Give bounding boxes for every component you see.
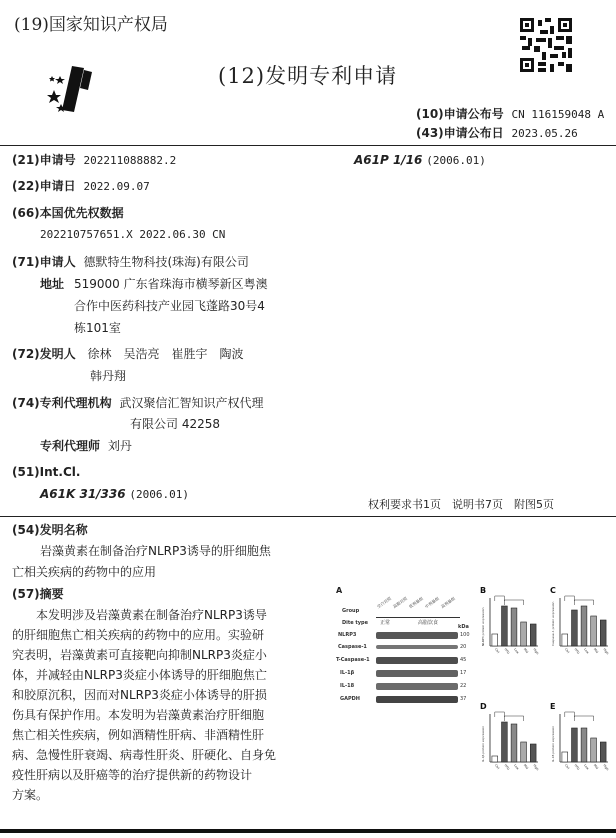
qr-code xyxy=(520,18,572,72)
chart-category-label: Ctrl xyxy=(493,647,501,654)
inventor-line-1: 徐林 吴浩亮 崔胜宇 陶波 xyxy=(87,347,244,361)
group-label: 低剂量组 xyxy=(408,595,424,610)
blot-kda: 22 xyxy=(460,683,467,689)
agency-row xyxy=(12,393,264,413)
chart-bar xyxy=(530,744,536,762)
group-label: 高脂对照 xyxy=(392,595,408,610)
abstract-line: 焦亡相关性疾病，例如酒精性肝病、非酒精性肝 xyxy=(12,728,265,742)
inventor-line-2: 韩丹翔 xyxy=(90,369,127,383)
chart-bar xyxy=(591,738,597,762)
publication-number-value: CN 116159048 A xyxy=(511,108,605,121)
chart-bar xyxy=(521,622,527,646)
chart-ylabel: Caspase-1 protein expression xyxy=(551,601,555,646)
blot-row-label: IL-18 xyxy=(340,683,355,689)
agency-line-1: 武汉聚信汇智知识产权代理 xyxy=(119,396,264,410)
blot-row-label: Dite type xyxy=(342,620,369,626)
chart-category-label: HFD xyxy=(503,763,511,771)
abstract-line: 的肝细胞焦亡相关疾病的药物中的应用。实验研 xyxy=(12,628,265,642)
middle-divider xyxy=(0,516,616,517)
blot-band-t-caspase1 xyxy=(376,655,458,665)
chart-category-label: High xyxy=(602,647,610,656)
application-date-row xyxy=(12,176,150,197)
chart-bar xyxy=(562,752,568,762)
significance-bracket xyxy=(565,596,575,601)
footer-divider xyxy=(0,829,616,833)
significance-bracket xyxy=(504,600,523,605)
chart-ylabel: IL-1β protein expression xyxy=(481,725,485,762)
application-number-row xyxy=(12,150,176,171)
blot-kda: 17 xyxy=(460,670,467,676)
ipc-right-code: A61P 1/16 xyxy=(354,153,423,167)
blot-band-nlrp3 xyxy=(376,630,458,640)
chart-category-label: High xyxy=(532,647,540,656)
chart-bar xyxy=(511,724,517,762)
publication-number-row xyxy=(416,104,604,125)
agent-row xyxy=(40,436,132,456)
blot-band-gapdh xyxy=(376,694,458,704)
abstract-line: 病、急慢性肝衰竭、病毒性肝炎、肝硬化、自身免 xyxy=(12,748,277,762)
abstract-label: (57)摘要 xyxy=(12,587,64,601)
western-blot-figure xyxy=(336,586,472,716)
panel-label: A xyxy=(336,586,343,595)
office-name: (19)国家知识产权局 xyxy=(14,15,168,35)
chart-bar xyxy=(530,624,536,646)
bar-chart-panels xyxy=(474,584,612,816)
application-date-label: (22)申请日 xyxy=(12,179,76,193)
publication-date-value: 2023.05.26 xyxy=(511,127,578,140)
chart-category-label: Mid xyxy=(592,763,600,770)
chart-bar xyxy=(600,742,606,762)
chart-category-label: Mid xyxy=(592,647,600,654)
inventor-label: (72)发明人 xyxy=(12,347,76,361)
agent-label: 专利代理师 xyxy=(40,439,101,453)
chart-category-label: HFD xyxy=(573,647,581,655)
chart-category-label: Mid xyxy=(522,763,530,770)
chart-category-label: Ctrl xyxy=(563,763,571,770)
abstract-line: 方案。 xyxy=(12,788,49,802)
invention-title-line-2: 亡相关疾病的药物中的应用 xyxy=(12,565,157,579)
intcl-value: A61K 31/336 xyxy=(40,487,126,501)
significance-bracket xyxy=(565,712,575,717)
application-number-label: (21)申请号 xyxy=(12,153,76,167)
invention-title-line-1: 岩藻黄素在制备治疗NLRP3诱导的肝细胞焦 xyxy=(40,544,271,558)
chart-bar xyxy=(502,606,508,646)
priority-value: 202210757651.X 2022.06.30 CN xyxy=(40,228,226,241)
invention-title-label: (54)发明名称 xyxy=(12,523,88,537)
group-label: 空白对照 xyxy=(376,595,392,610)
blot-band-il1b xyxy=(376,668,458,678)
blot-kda: 100 xyxy=(460,632,470,638)
abstract-line: 疫性肝病以及肝癌等的治疗提供新的药物设计 xyxy=(12,768,253,782)
inventor-row xyxy=(12,344,244,364)
chart-category-label: Low xyxy=(513,647,520,655)
blot-kda: 45 xyxy=(460,657,467,663)
abstract-line: 和胶原沉积，因而对NLRP3炎症小体诱导的肝损 xyxy=(12,688,267,702)
agent-value: 刘丹 xyxy=(107,439,132,453)
chart-category-label: High xyxy=(532,763,540,772)
diet-label: 高脂饮食 xyxy=(418,620,439,626)
chart-category-label: HFD xyxy=(573,763,581,771)
intcl-label: (51)Int.Cl. xyxy=(12,465,81,479)
applicant-row xyxy=(12,252,249,272)
chart-bar xyxy=(562,634,568,646)
significance-bracket xyxy=(574,716,593,721)
significance-bracket xyxy=(574,600,593,605)
ipc-right-year: (2006.01) xyxy=(426,154,486,167)
chart-bar xyxy=(521,742,527,762)
diet-divider xyxy=(376,617,460,618)
chart-ylabel: NLRP3 protein expression xyxy=(481,607,485,646)
chart-category-label: HFD xyxy=(503,647,511,655)
blot-kda: 20 xyxy=(460,644,467,650)
chart-title: B xyxy=(480,586,487,595)
address-label: 地址 xyxy=(40,277,65,291)
chart-title: C xyxy=(550,586,556,595)
document-type-title: (12)发明专利申请 xyxy=(218,64,398,88)
blot-kda: 37 xyxy=(460,696,467,702)
abstract-body xyxy=(12,605,312,805)
chart-bar xyxy=(511,608,517,646)
agency-label: (74)专利代理机构 xyxy=(12,396,112,410)
chart-category-label: Mid xyxy=(522,647,530,654)
publication-date-row xyxy=(416,123,578,144)
address-line-1: 519000 广东省珠海市横琴新区粤澳 xyxy=(74,277,268,291)
page-count-note: 权利要求书1页 说明书7页 附图5页 xyxy=(368,498,554,511)
significance-bracket xyxy=(495,596,505,601)
agency-line-2: 有限公司 42258 xyxy=(130,417,220,431)
chart-bar xyxy=(572,728,578,762)
kda-unit: kDa xyxy=(458,624,469,630)
intcl-row xyxy=(40,484,189,505)
publication-date-label: (43)申请公布日 xyxy=(416,126,504,140)
application-number-value: 202211088882.2 xyxy=(83,154,177,167)
abstract-line: 体，并减轻由NLRP3炎症小体诱导的肝细胞焦亡 xyxy=(12,668,267,682)
applicant-value: 德默特生物科技(珠海)有限公司 xyxy=(83,255,249,269)
applicant-label: (71)申请人 xyxy=(12,255,76,269)
header-divider xyxy=(0,145,616,146)
abstract-line: 伤具有保护作用。本发明为岩藻黄素治疗肝细胞 xyxy=(12,708,265,722)
chart-bar xyxy=(572,610,578,646)
abstract-line: 本发明涉及岩藻黄素在制备治疗NLRP3诱导 xyxy=(36,608,267,622)
blot-row-label: T-Caspase-1 xyxy=(336,657,370,663)
blot-band-caspase1 xyxy=(376,642,458,652)
blot-row-label: Caspase-1 xyxy=(338,644,367,650)
chart-bar xyxy=(492,756,498,762)
chart-category-label: Low xyxy=(513,763,520,771)
chart-category-label: High xyxy=(602,763,610,772)
blot-row-label: NLRP3 xyxy=(338,632,357,638)
priority-label: (66)本国优先权数据 xyxy=(12,206,124,220)
blot-row-label: Group xyxy=(342,608,360,614)
application-date-value: 2022.09.07 xyxy=(83,180,150,193)
address-line-3: 栋101室 xyxy=(74,321,121,335)
ipc-right-row xyxy=(354,150,486,171)
chart-title: D xyxy=(480,702,487,711)
significance-bracket xyxy=(495,712,505,717)
group-label: 高剂量组 xyxy=(440,595,456,610)
group-label: 中剂量组 xyxy=(424,595,440,610)
chart-bar xyxy=(600,620,606,646)
abstract-line: 究表明，岩藻黄素可直接靶向抑制NLRP3炎症小 xyxy=(12,648,267,662)
group-labels xyxy=(376,595,460,610)
blot-band-il18 xyxy=(376,681,458,691)
chart-bar xyxy=(581,728,587,762)
intcl-year: (2006.01) xyxy=(129,488,190,501)
significance-bracket xyxy=(504,716,523,721)
address-line-2: 合作中医药科技产业园飞蓬路30号4 xyxy=(74,299,265,313)
cnipa-emblem-icon xyxy=(44,64,98,116)
diet-label: 正常 xyxy=(380,620,391,626)
chart-ylabel: IL-18 protein expression xyxy=(551,725,555,762)
chart-bar xyxy=(492,634,498,646)
chart-title: E xyxy=(550,702,556,711)
chart-category-label: Ctrl xyxy=(493,763,501,770)
chart-category-label: Low xyxy=(583,763,590,771)
publication-number-label: (10)申请公布号 xyxy=(416,107,504,121)
chart-category-label: Ctrl xyxy=(563,647,571,654)
chart-bar xyxy=(591,616,597,646)
chart-bar xyxy=(502,722,508,762)
chart-category-label: Low xyxy=(583,647,590,655)
blot-row-label: IL-1β xyxy=(340,670,355,676)
blot-row-label: GAPDH xyxy=(340,696,360,702)
chart-bar xyxy=(581,606,587,646)
